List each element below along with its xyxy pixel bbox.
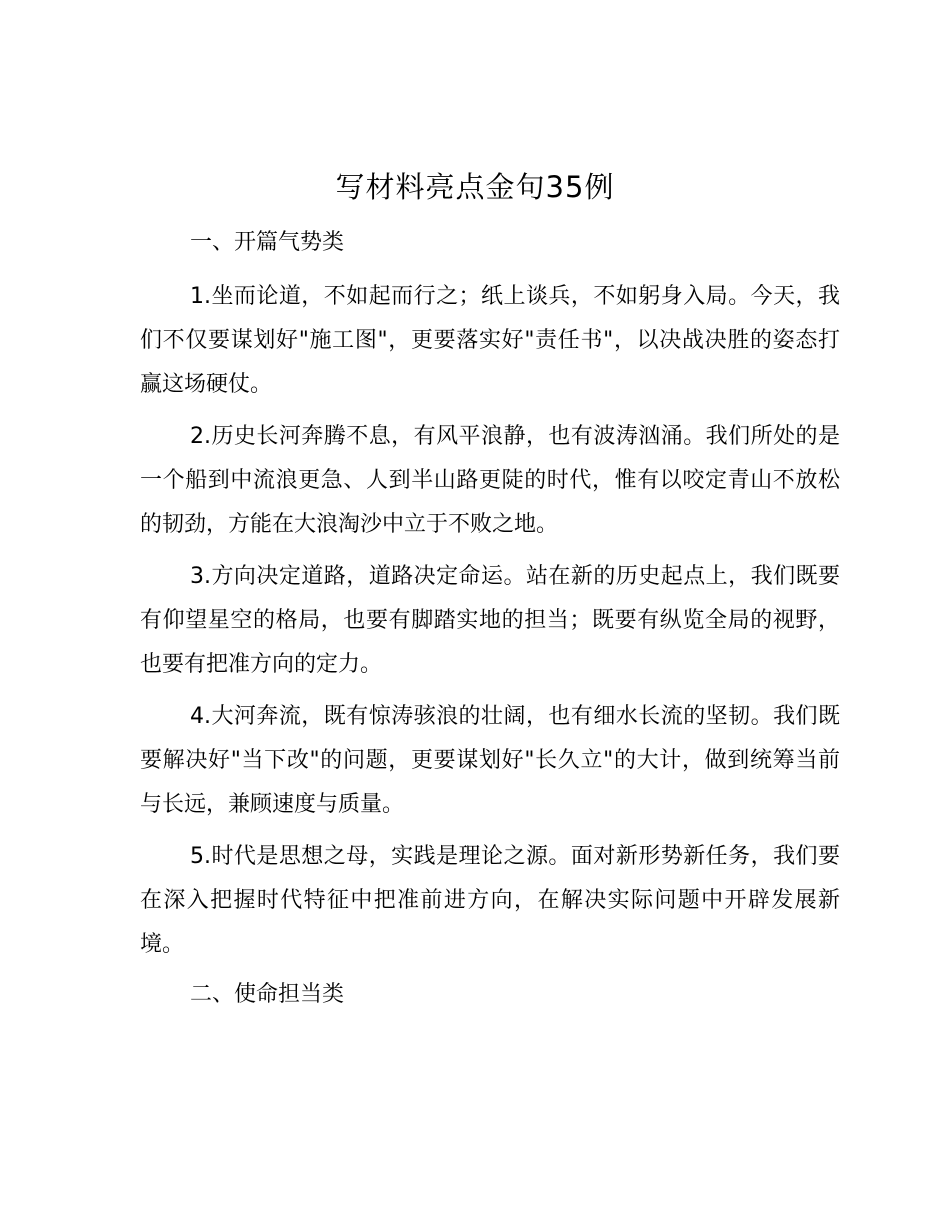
paragraph-4: 4.大河奔流，既有惊涛骇浪的壮阔，也有细水长流的坚韧。我们既要解决好"当下改"的问题，更要谋划好"长久立"的大计，做到统筹当前与长远，兼顾速度与质量。 — [140, 704, 840, 817]
paragraph-3: 3.方向决定道路，道路决定命运。站在新的历史起点上，我们既要有仰望星空的格局，也要有脚踏实地的担当；既要有纵览全局的视野，也要有把准方向的定力。 — [140, 564, 840, 677]
paragraph-1: 1.坐而论道，不如起而行之；纸上谈兵，不如躬身入局。今天，我们不仅要谋划好"施工图"，更要落实好"责任书"，以决战决胜的姿态打赢这场硬仗。 — [140, 284, 840, 397]
section-heading-opening: 一、开篇气势类 — [190, 230, 345, 255]
paragraph-5: 5.时代是思想之母，实践是理论之源。面对新形势新任务，我们要在深入把握时代特征中把准前进方向，在解决实际问题中开辟发展新境。 — [140, 844, 840, 957]
document-title: 写材料亮点金句35例 — [335, 170, 615, 204]
paragraph-2: 2.历史长河奔腾不息，有风平浪静，也有波涛汹涌。我们所处的是一个船到中流浪更急、人到半山路更陡的时代，惟有以咬定青山不放松的韧劲，方能在大浪淘沙中立于不败之地。 — [140, 424, 840, 537]
section-heading-mission: 二、使命担当类 — [190, 982, 345, 1007]
